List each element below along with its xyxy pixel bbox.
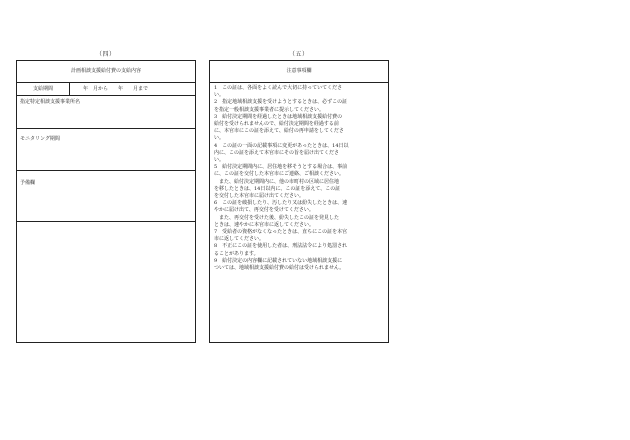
note-line: に、この証を交付した本官市にご連絡、ご相談ください。 (214, 171, 345, 178)
benefit-content-title: 計画相談支援給付費の支給内容 (70, 68, 141, 74)
notes-panel (209, 60, 389, 343)
note-line: やかに届け出て、再交付を受けてください。 (214, 207, 314, 214)
reserve-row (17, 170, 195, 221)
notes-title: 注意事項欄 (286, 68, 312, 74)
note-line: 6 この証を破損したり、汚したり又は紛失したときは、速 (214, 200, 348, 207)
note-line: ついては、地域相談支援給付費の給付は受けられません。 (214, 265, 345, 272)
office-name-label: 指定特定相談支援事業所名 (20, 99, 81, 105)
office-name-row (17, 95, 195, 128)
note-line: また、給付決定期間内に、他の市町村の区域に居住地 (214, 178, 340, 185)
note-line: い。 (214, 157, 225, 164)
note-line: 2 指定地域相談支援を受けようとするときは、必ずこの証 (214, 99, 348, 106)
notes-title-divider (210, 82, 388, 83)
note-line: 4 この証の一面の記載事項に変更があったときは、14日以 (214, 142, 349, 149)
note-line: 5 給付決定期間内に、居住地を移そうとする場合は、事前 (214, 164, 348, 171)
payment-period-label: 支給期間 (17, 83, 70, 96)
notes-list (214, 85, 385, 272)
note-line: を移したときは、14日以内に、この証を添えて、この証 (214, 185, 341, 192)
note-line: い。 (214, 92, 225, 99)
note-line: に、本官市にこの証を添えて、給付の再申請をしてくださ (214, 128, 344, 135)
page-label-four: （四） (96, 51, 116, 58)
note-line: い。 (214, 135, 225, 142)
note-line: ときは、速やかに本官市に返してください。 (214, 221, 315, 228)
payment-period-row (17, 82, 195, 95)
note-line: 給付を受けられませんので、給付決定期間を経過する前 (214, 121, 339, 128)
note-line: を指定一般相談支援事業者に提示してください。 (214, 106, 325, 113)
monitoring-period-row (17, 128, 195, 170)
note-line: 7 受給者の資格がなくなったときは、直ちにこの証を本官 (214, 229, 348, 236)
blank-area (17, 221, 195, 342)
note-line: 8 不正にこの証を使用した者は、刑法法令により処罰され (214, 243, 348, 250)
note-line: 1 この証は、各面をよく読んで大切に持っていてくださ (214, 85, 343, 91)
note-line: 市に返してください。 (214, 236, 265, 243)
reserve-label: 予備欄 (20, 180, 36, 186)
note-line: ることがあります。 (214, 250, 259, 257)
note-line: を交付した本官市に届け出てください。 (214, 193, 305, 200)
note-line: また、再交付を受けた後、紛失したこの証を発見した (214, 214, 340, 221)
note-line: 9 給付決定の内容欄に記載されていない地域相談支援に (214, 257, 343, 264)
note-line: 内に、この証を添えて本官市にその旨を届け出てくださ (214, 149, 340, 156)
monitoring-period-label: モニタリング期間 (20, 136, 60, 142)
page-label-five: （五） (289, 51, 309, 58)
payment-period-value: 年 月から 年 月まで (83, 86, 149, 92)
note-line: 3 給付決定期間を経過したときは地域相談支援給付費の (214, 113, 343, 120)
benefit-content-panel (16, 60, 196, 343)
